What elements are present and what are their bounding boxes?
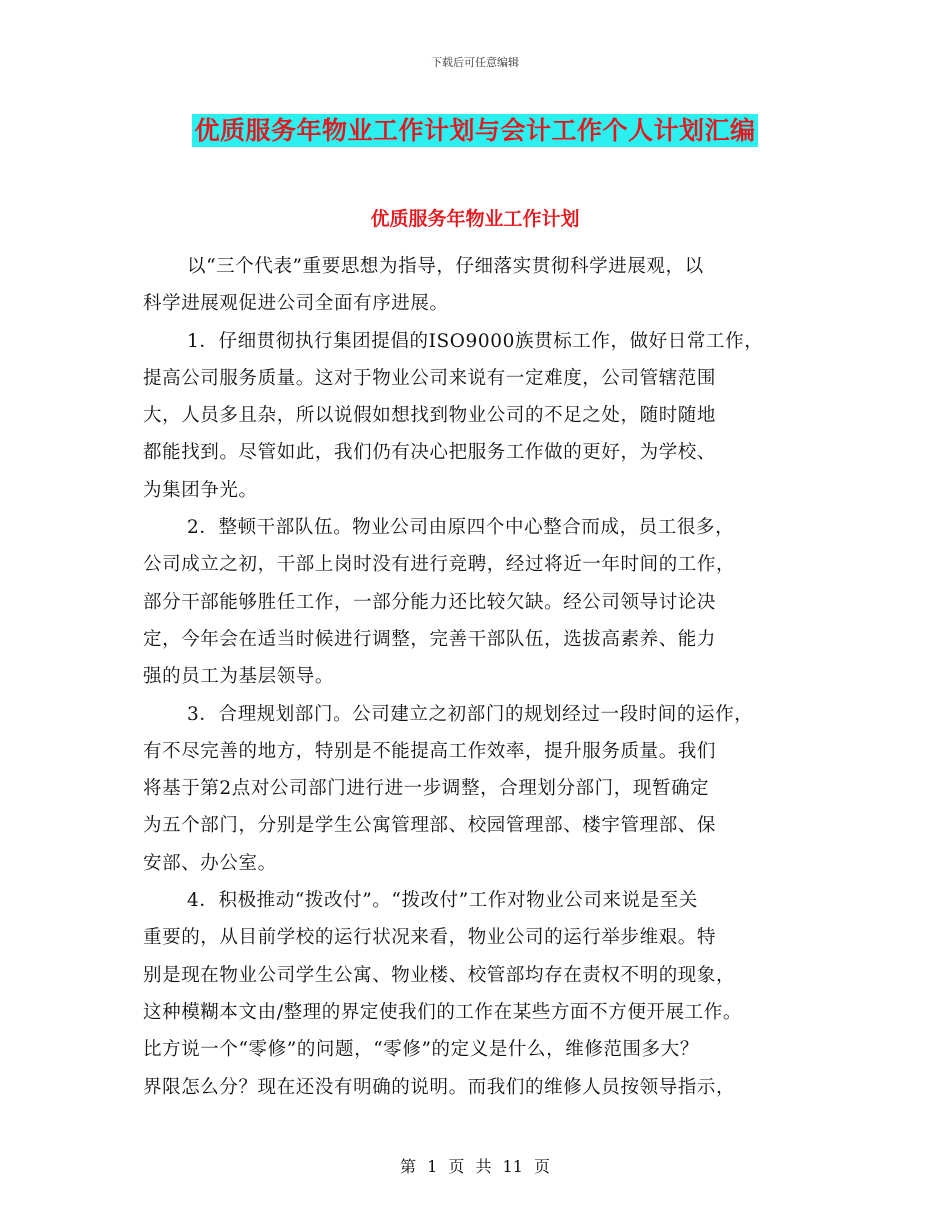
section-title: 优质服务年物业工作计划 bbox=[370, 208, 580, 230]
main-title: 优质服务年物业工作计划与会计工作个人计划汇编 bbox=[194, 116, 756, 145]
text-line: 重要的，从目前学校的运行状况来看，物业公司的运行举步维艰。特 bbox=[143, 927, 717, 949]
text-line: 都能找到。尽管如此，我们仍有决心把服务工作做的更好，为学校、 bbox=[143, 442, 717, 464]
text-line: 提高公司服务质量。这对于物业公司来说有一定难度，公司管辖范围 bbox=[143, 367, 717, 389]
text-line: 以“三个代表”重要思想为指导，仔细落实贯彻科学进展观，以 bbox=[187, 256, 704, 277]
text-line: 为集团争光。 bbox=[143, 479, 258, 501]
text-line: 部分干部能够胜任工作，一部分能力还比较欠缺。经公司领导讨论决 bbox=[143, 591, 717, 613]
text-line: 这种模糊本文由/整理的界定使我们的工作在某些方面不方便开展工作。 bbox=[143, 1001, 742, 1023]
text-line: 定，今年会在适当时候进行调整，完善干部队伍，选拔高素养、能力 bbox=[143, 628, 717, 650]
text-line: 1．仔细贯彻执行集团提倡的ISO9000族贯标工作，做好日常工作， bbox=[187, 330, 764, 352]
text-line: 比方说一个“零修”的问题，“零修”的定义是什么，维修范围多大？ bbox=[143, 1039, 699, 1061]
header-note: 下载后可任意编辑 bbox=[431, 56, 519, 69]
body-text bbox=[143, 248, 823, 1106]
text-line: 4．积极推动“拨改付”。“拨改付”工作对物业公司来说是至关 bbox=[187, 890, 699, 912]
text-line: 将基于第2点对公司部门进行进一步调整，合理划分部门，现暂确定 bbox=[143, 778, 710, 800]
text-line: 3．合理规划部门。公司建立之初部门的规划经过一段时间的运作， bbox=[187, 703, 754, 725]
text-line: 大，人员多且杂，所以说假如想找到物业公司的不足之处，随时随地 bbox=[143, 405, 717, 427]
text-line: 别是现在物业公司学生公寓、物业楼、校管部均存在责权不明的现象， bbox=[143, 964, 736, 986]
text-line: 有不尽完善的地方，特别是不能提高工作效率，提升服务质量。我们 bbox=[143, 740, 717, 762]
text-line: 为五个部门，分别是学生公寓管理部、校园管理部、楼宇管理部、保 bbox=[143, 815, 717, 837]
main-title-container bbox=[0, 114, 950, 147]
text-line: 2．整顿干部队伍。物业公司由原四个中心整合而成，员工很多， bbox=[187, 517, 735, 539]
text-line: 界限怎么分？现在还没有明确的说明。而我们的维修人员按领导指示， bbox=[143, 1076, 736, 1098]
text-line: 公司成立之初，干部上岗时没有进行竞聘，经过将近一年时间的工作， bbox=[143, 554, 736, 576]
text-line: 科学进展观促进公司全面有序进展。 bbox=[143, 293, 449, 315]
text-line: 安部、办公室。 bbox=[143, 852, 277, 874]
page-footer: 第 1 页 共 11 页 bbox=[400, 1157, 550, 1176]
text-line: 强的员工为基层领导。 bbox=[143, 666, 335, 688]
